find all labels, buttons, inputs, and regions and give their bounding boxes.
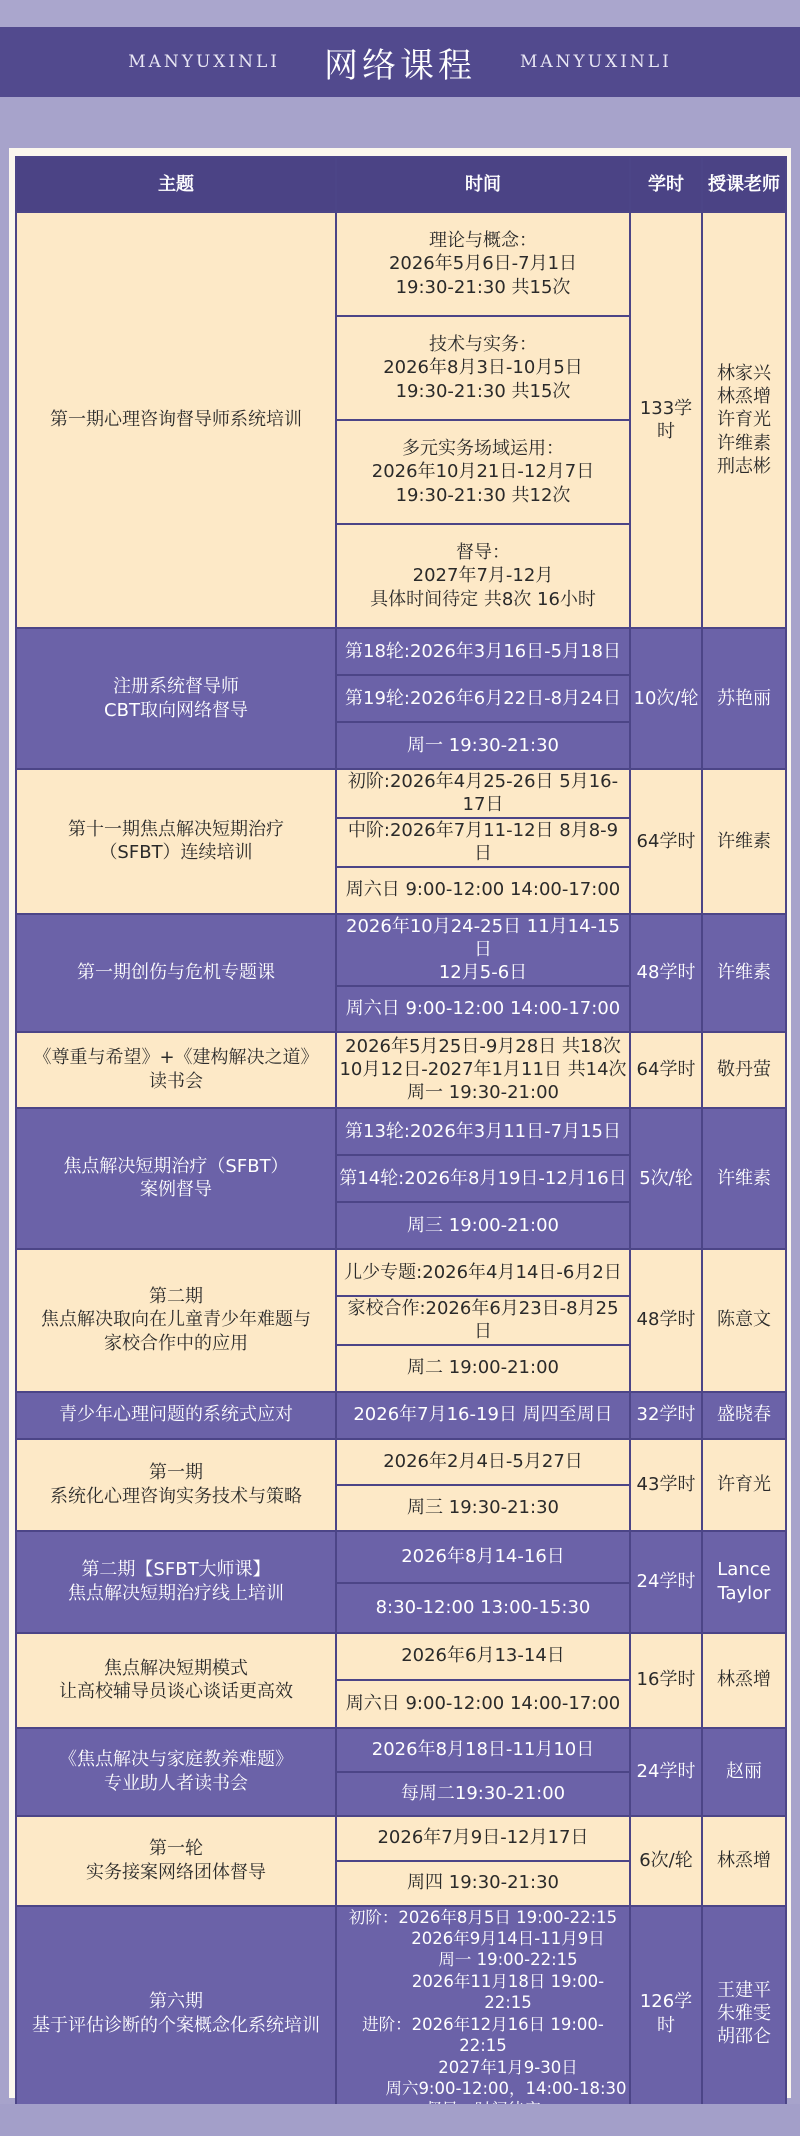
course-teacher: 许维素 <box>702 1108 786 1249</box>
time-line: 2026年5月6日-7月1日 <box>388 253 578 275</box>
course-time: 2026年6月13-14日 <box>336 1633 630 1680</box>
column-header-teacher: 授课老师 <box>702 157 786 212</box>
theme-line: 第十一期焦点解决短期治疗 <box>68 818 284 840</box>
theme-line: 第二期【SFBT大师课】 <box>81 1559 271 1581</box>
course-theme <box>16 1439 336 1531</box>
teacher-name: 王建平 <box>717 1979 771 2001</box>
theme-line: 案例督导 <box>140 1179 212 1201</box>
teacher-name: Lance <box>717 1559 771 1581</box>
theme-line: 让高校辅导员谈心谈话更高效 <box>59 1681 293 1703</box>
time-line: 19:30-21:30 共15次 <box>395 276 571 298</box>
course-time: 儿少专题:2026年4月14日-6月2日 <box>336 1249 630 1296</box>
course-time: 周六日 9:00-12:00 14:00-17:00 <box>336 986 630 1032</box>
course-theme <box>16 1906 336 2122</box>
course-hours: 126学时 <box>630 1906 702 2122</box>
time-line: 周六9:00-12:00，14:00-18:30 <box>385 2079 627 2099</box>
time-line: 2026年10月21日-12月7日 <box>371 461 595 483</box>
teacher-name: Taylor <box>717 1582 771 1604</box>
course-time: 第18轮:2026年3月16日-5月18日 <box>336 628 630 675</box>
theme-line: 第六期 <box>149 1991 203 2013</box>
table-row <box>16 212 786 316</box>
table-row <box>16 1108 786 1155</box>
course-time: 2026年7月9日-12月17日 <box>336 1816 630 1861</box>
course-hours: 43学时 <box>630 1439 702 1531</box>
column-header-hours: 学时 <box>630 157 702 212</box>
course-teacher: 许维素 <box>702 914 786 1032</box>
page-header <box>0 27 800 97</box>
theme-line: 《尊重与希望》+《建构解决之道》 <box>33 1047 319 1069</box>
course-hours: 5次/轮 <box>630 1108 702 1249</box>
theme-line: 第一期 <box>149 1462 203 1484</box>
course-hours: 10次/轮 <box>630 628 702 769</box>
course-teacher <box>702 1906 786 2122</box>
course-hours: 48学时 <box>630 1249 702 1392</box>
course-theme <box>16 1633 336 1728</box>
course-theme: 青少年心理问题的系统式应对 <box>16 1392 336 1439</box>
theme-line: 注册系统督导师 <box>113 676 239 698</box>
course-time: 2026年8月18日-11月10日 <box>336 1728 630 1772</box>
teacher-name: 林烝增 <box>717 385 771 407</box>
course-time: 周四 19:30-21:30 <box>336 1861 630 1906</box>
time-line: 周一 19:30-21:00 <box>407 1082 559 1104</box>
top-band <box>0 0 800 27</box>
theme-line: 第一轮 <box>149 1838 203 1860</box>
course-teacher: 许维素 <box>702 769 786 914</box>
time-line: 12月5-6日 <box>438 962 528 984</box>
theme-line: 基于评估诊断的个案概念化系统培训 <box>32 2014 320 2036</box>
course-theme <box>16 212 336 628</box>
course-teacher: 许育光 <box>702 1439 786 1531</box>
course-theme <box>16 1108 336 1249</box>
teacher-name: 许维素 <box>717 432 771 454</box>
time-line: 2027年7月-12月 <box>412 565 554 587</box>
table-row <box>16 1531 786 1583</box>
course-time <box>336 524 630 628</box>
time-line: 19:30-21:30 共12次 <box>395 484 571 506</box>
time-line: 2026年5月25日-9月28日 共18次 <box>345 1035 621 1057</box>
course-theme <box>16 1531 336 1633</box>
theme-line: 系统化心理咨询实务技术与策略 <box>50 1485 302 1507</box>
course-time: 每周二19:30-21:00 <box>336 1772 630 1816</box>
teacher-name: 刑志彬 <box>717 456 771 478</box>
time-line: 19:30-21:30 共15次 <box>395 380 571 402</box>
theme-line: 第二期 <box>149 1286 203 1308</box>
theme-line: CBT取向网络督导 <box>104 699 248 721</box>
teacher-name: 胡邵仑 <box>717 2026 771 2048</box>
table-row <box>16 769 786 818</box>
table-row <box>16 1633 786 1680</box>
course-time: 第14轮:2026年8月19日-12月16日 <box>336 1155 630 1202</box>
course-time: 周二 19:00-21:00 <box>336 1345 630 1392</box>
course-hours: 64学时 <box>630 1032 702 1108</box>
table-row <box>16 1392 786 1439</box>
course-hours: 64学时 <box>630 769 702 914</box>
course-time: 2026年2月4日-5月27日 <box>336 1439 630 1485</box>
theme-line: 第一期心理咨询督导师系统培训 <box>50 409 302 431</box>
course-teacher: 敬丹萤 <box>702 1032 786 1108</box>
time-line: 2027年1月9-30日 <box>438 2057 578 2077</box>
header-right-text: MANYUXINLI <box>520 52 672 72</box>
teacher-name: 许育光 <box>717 409 771 431</box>
course-teacher: 赵丽 <box>702 1728 786 1816</box>
course-time: 周六日 9:00-12:00 14:00-17:00 <box>336 1680 630 1728</box>
course-time: 初阶:2026年4月25-26日 5月16-17日 <box>336 769 630 818</box>
time-line: 技术与实务： <box>429 333 537 355</box>
course-time: 家校合作:2026年6月23日-8月25日 <box>336 1296 630 1345</box>
page-title: 网络课程 <box>324 45 476 86</box>
course-time: 8:30-12:00 13:00-15:30 <box>336 1583 630 1633</box>
course-theme <box>16 1032 336 1108</box>
theme-line: 《焦点解决与家庭教养难题》 <box>59 1749 293 1771</box>
table-row <box>16 1906 786 2122</box>
time-line: 2026年11月18日 19:00-22:15 <box>411 1971 605 2013</box>
course-hours: 6次/轮 <box>630 1816 702 1906</box>
time-line: 具体时间待定 共8次 16小时 <box>370 588 596 610</box>
course-time: 周六日 9:00-12:00 14:00-17:00 <box>336 867 630 914</box>
course-theme <box>16 1816 336 1906</box>
course-teacher: 林烝增 <box>702 1633 786 1728</box>
course-time: 第13轮:2026年3月11日-7月15日 <box>336 1108 630 1155</box>
course-hours: 16学时 <box>630 1633 702 1728</box>
course-time <box>336 212 630 316</box>
time-line: 理论与概念： <box>429 229 537 251</box>
course-time: 中阶:2026年7月11-12日 8月8-9日 <box>336 818 630 867</box>
time-line: 周一 19:00-22:15 <box>438 1950 578 1970</box>
course-time: 2026年8月14-16日 <box>336 1531 630 1583</box>
course-teacher: 盛晓春 <box>702 1392 786 1439</box>
column-header-time: 时间 <box>336 157 630 212</box>
teacher-name: 朱雅雯 <box>717 2003 771 2024</box>
course-hours: 24学时 <box>630 1531 702 1633</box>
time-line: 2026年10月24-25日 11月14-15日 <box>346 915 620 960</box>
course-hours: 32学时 <box>630 1392 702 1439</box>
course-hours: 24学时 <box>630 1728 702 1816</box>
course-hours: 48学时 <box>630 914 702 1032</box>
course-time: 周一 19:30-21:30 <box>336 722 630 769</box>
course-teacher: 苏艳丽 <box>702 628 786 769</box>
theme-line: 焦点解决短期治疗（SFBT） <box>63 1155 289 1177</box>
theme-line: 焦点解决短期模式 <box>104 1657 248 1679</box>
course-time <box>336 420 630 524</box>
time-line: 多元实务场域运用： <box>402 437 564 459</box>
bottom-band <box>0 2104 800 2136</box>
theme-line: 焦点解决取向在儿童青少年难题与 <box>41 1309 311 1331</box>
table-row <box>16 1032 786 1108</box>
teacher-name: 林家兴 <box>717 362 771 384</box>
course-time: 周三 19:30-21:30 <box>336 1485 630 1531</box>
theme-line: 读书会 <box>149 1070 203 1092</box>
table-row <box>16 914 786 986</box>
course-theme <box>16 628 336 769</box>
theme-line: 家校合作中的应用 <box>104 1332 248 1354</box>
course-time: 2026年7月16-19日 周四至周日 <box>336 1392 630 1439</box>
course-theme <box>16 1728 336 1816</box>
table-row <box>16 1816 786 1861</box>
course-teacher: 林烝增 <box>702 1816 786 1906</box>
course-teacher <box>702 1531 786 1633</box>
course-schedule-table <box>15 156 787 2123</box>
theme-line: 专业助人者读书会 <box>104 1772 248 1794</box>
time-line: 2026年8月3日-10月5日 <box>383 357 583 379</box>
course-time <box>336 1032 630 1108</box>
course-theme <box>16 1249 336 1392</box>
course-time <box>336 1906 630 2122</box>
column-header-theme: 主题 <box>16 157 336 212</box>
theme-line: （SFBT）连续培训 <box>99 842 253 864</box>
course-hours: 133学时 <box>630 212 702 628</box>
table-row <box>16 1249 786 1296</box>
course-time <box>336 914 630 986</box>
header-left-text: MANYUXINLI <box>128 52 280 72</box>
theme-line: 实务接案网络团体督导 <box>86 1861 266 1883</box>
course-time: 周三 19:00-21:00 <box>336 1202 630 1249</box>
time-line: 初阶：2026年8月5日 19:00-22:15 <box>348 1907 618 1927</box>
time-line: 10月12日-2027年1月11日 共14次 <box>339 1059 627 1081</box>
course-time <box>336 316 630 420</box>
table-header-row <box>16 157 786 212</box>
course-time: 第19轮:2026年6月22日-8月24日 <box>336 675 630 722</box>
course-theme <box>16 769 336 914</box>
table-row <box>16 1728 786 1772</box>
course-teacher: 陈意文 <box>702 1249 786 1392</box>
time-line: 2026年9月14日-11月9日 <box>411 1928 605 1948</box>
time-line: 督导： <box>456 541 510 563</box>
course-teacher <box>702 212 786 628</box>
table-row <box>16 1439 786 1485</box>
theme-line: 焦点解决短期治疗线上培训 <box>68 1582 284 1604</box>
course-theme: 第一期创伤与危机专题课 <box>16 914 336 1032</box>
time-line: 进阶：2026年12月16日 19:00-22:15 <box>362 2014 604 2056</box>
table-row <box>16 628 786 675</box>
